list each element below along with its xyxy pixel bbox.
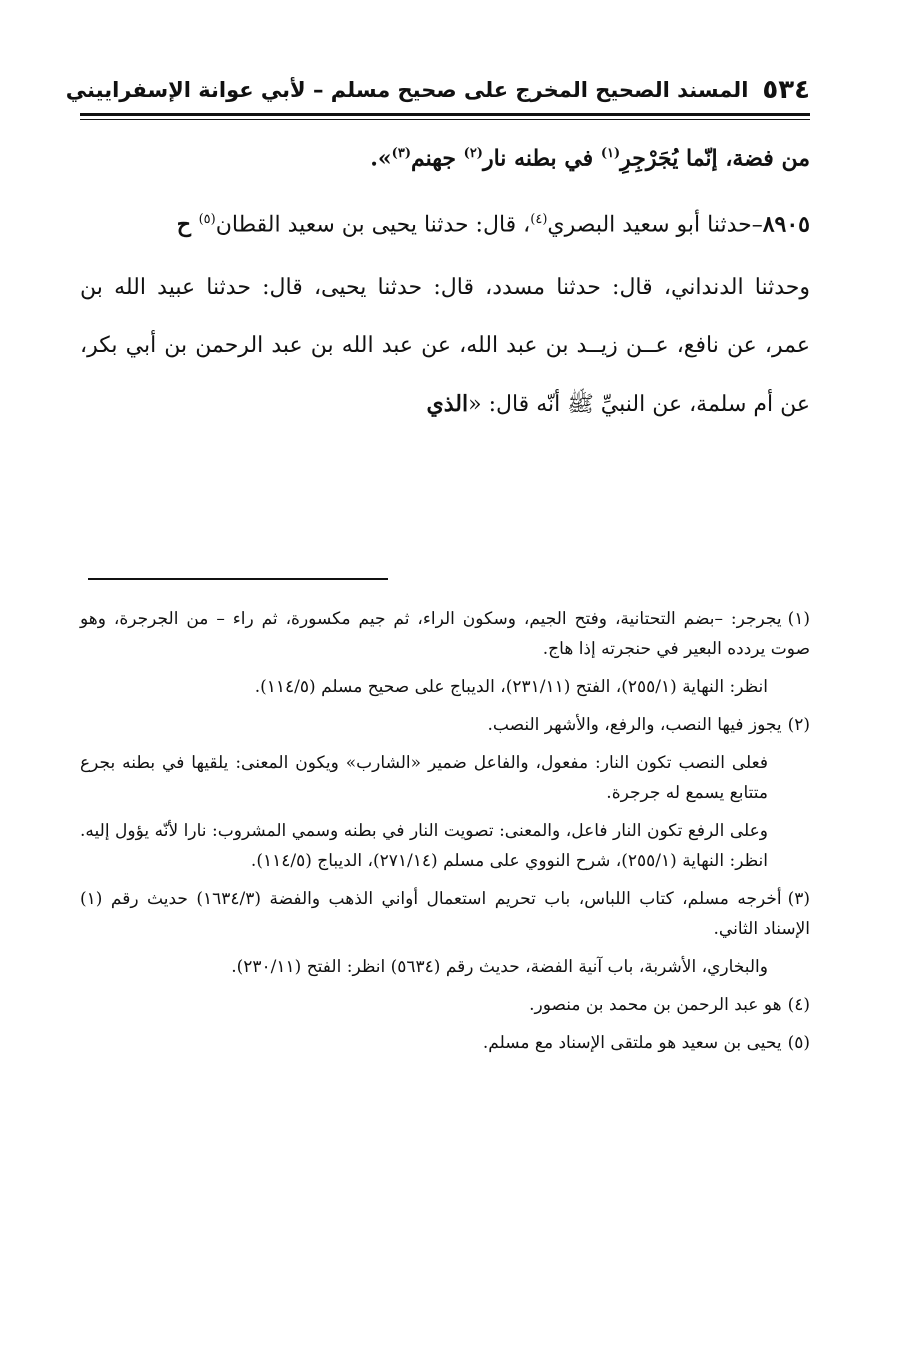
text-segment: ». <box>370 145 392 172</box>
text-segment: وحدثنا الدنداني، قال: حدثنا مسدد، قال: حدثنا يحيى، قال: حدثنا عبيد الله بن عمر، عن نافع، عــن زيــد بن عبد الله، عن عبد الله بن عبد الرحمن بن أبي بكر، عن أم سلمة، عن النبيِّ ﷺ أنّه قال: « <box>80 274 810 417</box>
footnote-number: (٥) <box>787 1033 810 1053</box>
text-segment: في بطنه نار <box>482 145 601 172</box>
header-rule-thin <box>80 119 810 120</box>
footnote-1-ref: انظر: النهاية (٢٥٥/١)، الفتح (٢٣١/١١)، الديباج على صحيح مسلم (١١٤/٥). <box>254 677 768 697</box>
footnote-2-detail-1: فعلى النصب تكون النار: مفعول، والفاعل ضمير «الشارب» ويكون المعنى: يلقيها في بطنه بجرع متتابع يسمع له جرجرة. <box>80 753 768 803</box>
footnotes <box>80 604 810 1066</box>
footnote-ref: (٢) <box>463 146 483 161</box>
footnote-2 <box>80 710 810 740</box>
text-segment: ح <box>176 211 199 238</box>
footnote-ref: (١) <box>600 146 621 161</box>
running-title: المسند الصحيح المخرج على صحيح مسلم – لأبي عوانة الإسفراييني <box>65 78 749 102</box>
footnote-ref: (٣) <box>391 146 411 161</box>
hadith-chain-1 <box>80 191 810 254</box>
footnote-number: (٢) <box>787 715 810 735</box>
footnote-4 <box>80 990 810 1020</box>
footnote-3 <box>80 884 810 944</box>
page-number: ٥٣٤ <box>762 75 810 105</box>
footnote-ref: (٤) <box>530 212 548 228</box>
page-header <box>65 70 810 118</box>
hadith-number: ٨٩٠٥ <box>762 211 810 238</box>
main-text <box>80 125 810 434</box>
hadith-continuation <box>80 125 810 187</box>
footnote-number: (٤) <box>787 995 810 1015</box>
footnote-separator <box>88 578 388 580</box>
footnote-text: أخرجه مسلم، كتاب اللباس، باب تحريم استعمال أواني الذهب والفضة (١٦٣٤/٣) حديث رقم (١) الإسناد الثاني. <box>80 889 810 939</box>
footnote-text: يحيى بن سعيد هو ملتقى الإسناد مع مسلم. <box>482 1033 782 1053</box>
text-segment: ، قال: حدثنا يحيى بن سعيد القطان <box>215 212 531 238</box>
hadith-chain-2 <box>80 259 810 434</box>
footnote-5 <box>80 1028 810 1058</box>
footnote-1 <box>80 604 810 664</box>
footnote-number: (١) <box>787 609 810 629</box>
footnote-2-detail-2: وعلى الرفع تكون النار فاعل، والمعنى: تصويت النار في بطنه وسمي المشروب: نارا لأنّه يؤول إليه. انظر: النهاية (٢٥٥/١)، شرح النووي على مسلم (٢٧١/١٤)، الديباج (١١٤/٥). <box>80 821 768 871</box>
footnote-3-ref: والبخاري، الأشربة، باب آنية الفضة، حديث رقم (٥٦٣٤) انظر: الفتح (٢٣٠/١١). <box>231 957 768 977</box>
header-rule-thick <box>80 113 810 116</box>
footnote-number: (٣) <box>787 889 810 909</box>
text-segment: الذي <box>426 390 469 417</box>
footnote-text: يجوز فيها النصب، والرفع، والأشهر النصب. <box>487 715 782 735</box>
text-segment: من فضة، إنّما يُجَرْجِرِ <box>620 145 810 172</box>
text-segment: –حدثنا أبو سعيد البصري <box>547 212 763 238</box>
footnote-text: هو عبد الرحمن بن محمد بن منصور. <box>529 995 782 1015</box>
text-segment: جهنم <box>410 145 464 172</box>
footnote-text: يجرجر: –بضم التحتانية، وفتح الجيم، وسكون الراء، ثم جيم مكسورة، ثم راء – من الجرجرة، وهو صوت يردده البعير في حنجرته إذا هاج. <box>80 609 810 659</box>
footnote-ref: (٥) <box>198 212 216 228</box>
